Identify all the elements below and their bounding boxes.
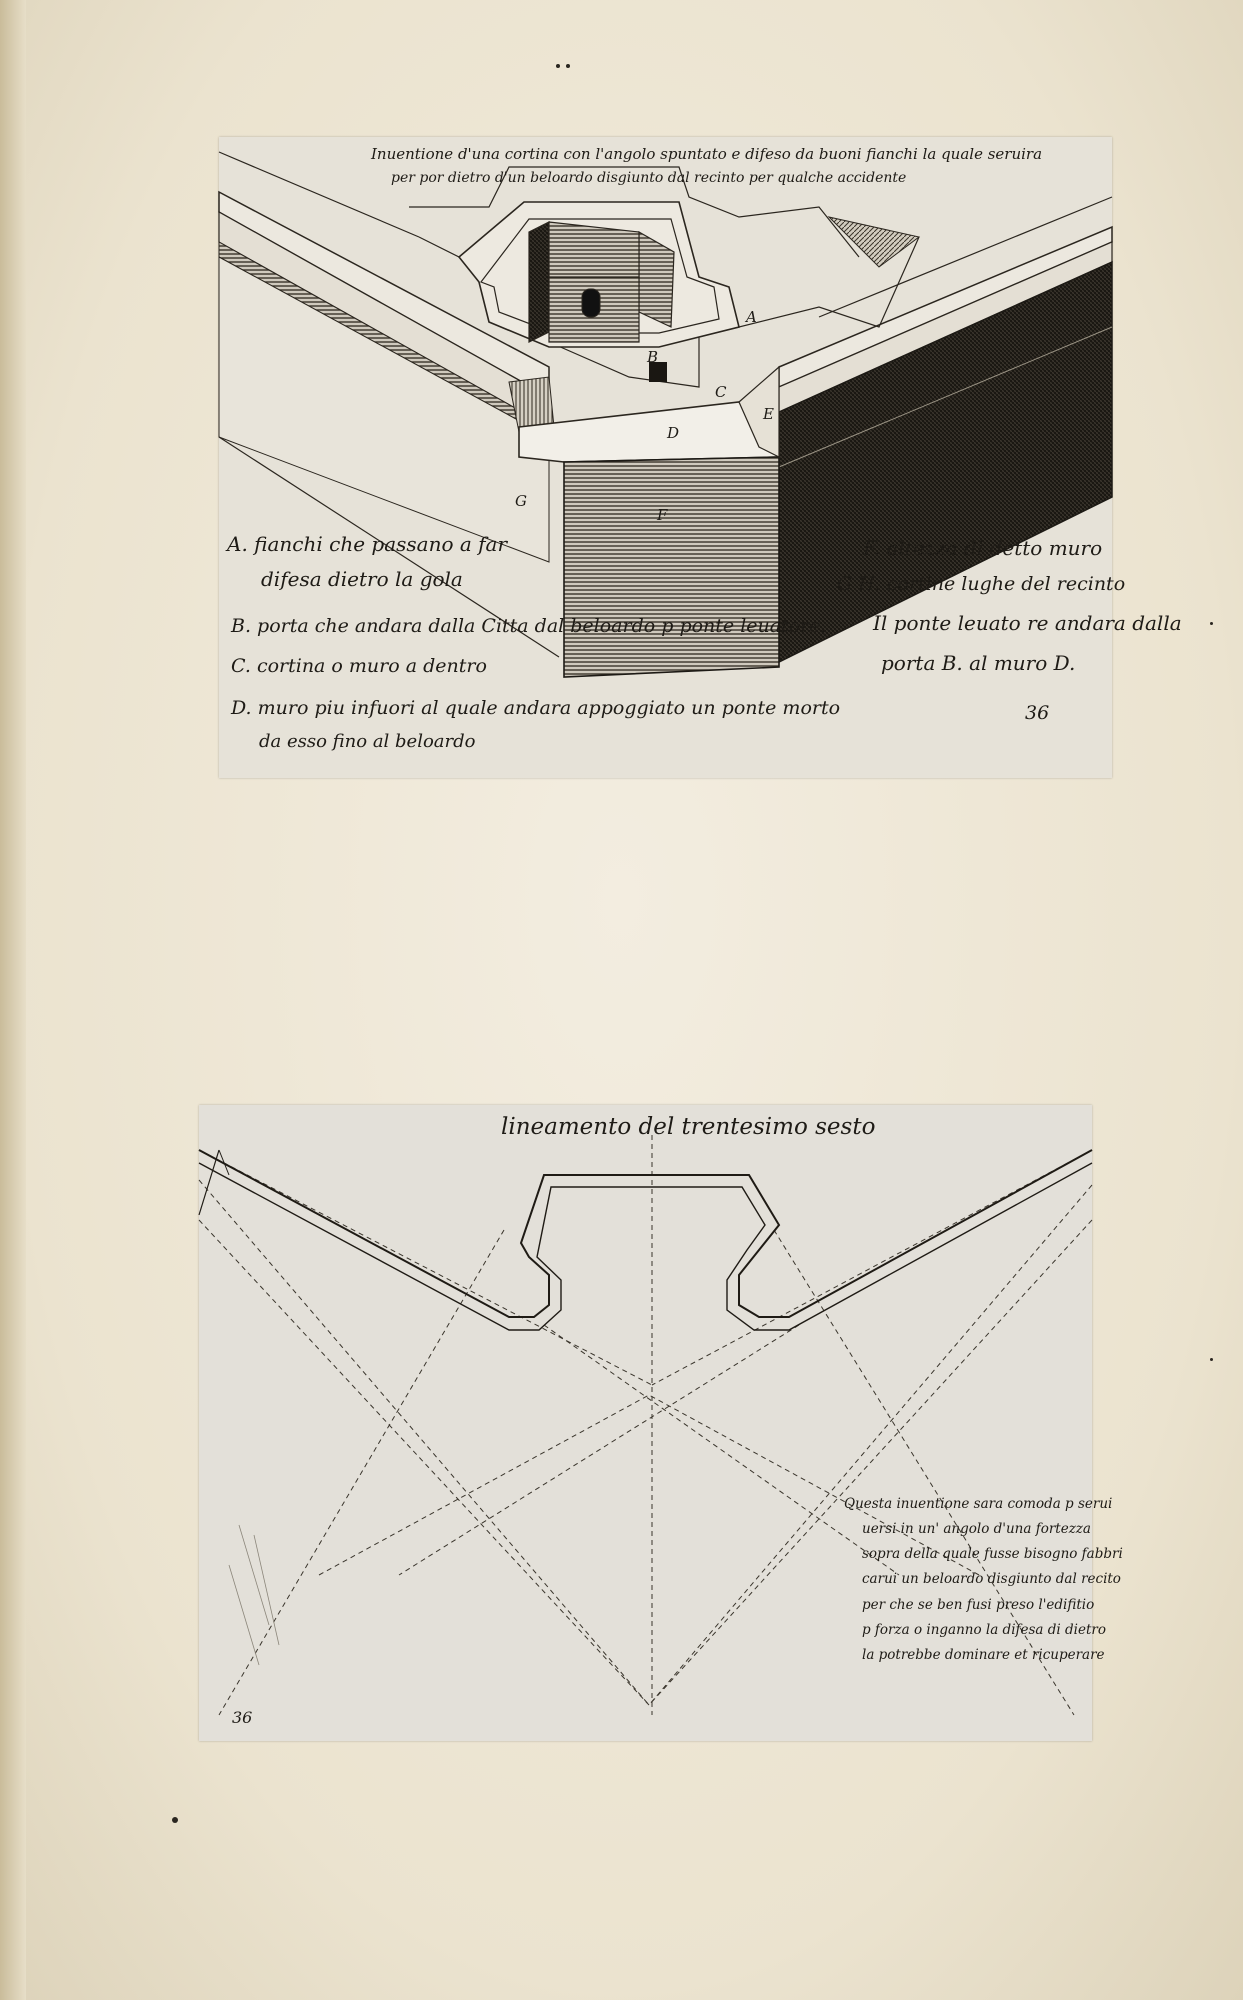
legend-left-line: A. fianchi che passano a far bbox=[227, 532, 508, 556]
note-line: Questa inuentione sara comoda p serui bbox=[844, 1496, 1113, 1512]
label-d: D bbox=[667, 424, 680, 442]
legend-left-line: C. cortina o muro a dentro bbox=[231, 655, 487, 677]
legend-left-line: da esso fino al beloardo bbox=[259, 731, 476, 752]
note-line: p forza o inganno la difesa di dietro bbox=[862, 1622, 1106, 1638]
fortification-perspective-drawing bbox=[219, 137, 1112, 778]
plate1-page-number: 36 bbox=[1025, 702, 1050, 724]
note-line: la potrebbe dominare et ricuperare bbox=[862, 1647, 1105, 1663]
legend-right-line: G H. cortine lughe del recinto bbox=[837, 573, 1126, 595]
legend-left-line: B. porta che andara dalla Citta dal beloardo p ponte leuatore. bbox=[231, 615, 827, 637]
label-e: E bbox=[763, 405, 774, 423]
pin-hole-dot bbox=[172, 1817, 178, 1823]
engraving-plate-fortification-perspective bbox=[219, 137, 1182, 778]
plate2-page-number: 36 bbox=[232, 1708, 253, 1727]
note-line: uersi in un' angolo d'una fortezza bbox=[862, 1521, 1091, 1537]
bastion-plan-drawing bbox=[199, 1105, 1095, 1741]
pin-hole-dot bbox=[556, 64, 560, 68]
legend-right-line: Il ponte leuato re andara dalla bbox=[873, 611, 1182, 635]
legend-left-line: D. muro piu infuori al quale andara appoggiato un ponte morto bbox=[231, 697, 841, 719]
label-g: G bbox=[515, 492, 527, 510]
pin-hole-dot bbox=[1210, 1358, 1213, 1361]
legend-left-line: difesa dietro la gola bbox=[261, 567, 463, 591]
plate1-caption-line2: per por dietro d'un beloardo disgiunto dal recinto per qualche accidente bbox=[391, 170, 907, 186]
label-a: A bbox=[746, 308, 757, 326]
plate1-caption-line1: Inuentione d'una cortina con l'angolo spuntato e difeso da buoni fianchi la quale seruira bbox=[371, 145, 1043, 163]
note-line: sopra della quale fusse bisogno fabbri bbox=[862, 1546, 1123, 1562]
pin-hole-dot bbox=[566, 64, 570, 68]
front-wall-f bbox=[564, 457, 779, 677]
flank-wall-left bbox=[529, 222, 549, 342]
outer-wall-d-top bbox=[519, 402, 779, 462]
plate2-title: lineamento del trentesimo sesto bbox=[501, 1114, 876, 1140]
legend-right-line: F. altezza di detto muro bbox=[863, 536, 1103, 560]
engraving-plate-plan-lineament bbox=[199, 1105, 1123, 1741]
pin-hole-dot bbox=[1210, 622, 1213, 625]
page-binding-edge bbox=[0, 0, 26, 2000]
bastion-outline bbox=[199, 1150, 1092, 1330]
label-b: B bbox=[647, 348, 659, 366]
label-c: C bbox=[715, 383, 727, 401]
plate-scratches bbox=[229, 1525, 279, 1665]
label-f: F bbox=[657, 506, 668, 524]
gate-b-doorway bbox=[582, 289, 600, 317]
note-line: carui un beloardo disgiunto dal recito bbox=[862, 1571, 1121, 1587]
legend-right-line: porta B. al muro D. bbox=[881, 651, 1076, 675]
note-line: per che se ben fusi preso l'edifitio bbox=[862, 1597, 1095, 1613]
pit-back-wall bbox=[549, 222, 639, 277]
